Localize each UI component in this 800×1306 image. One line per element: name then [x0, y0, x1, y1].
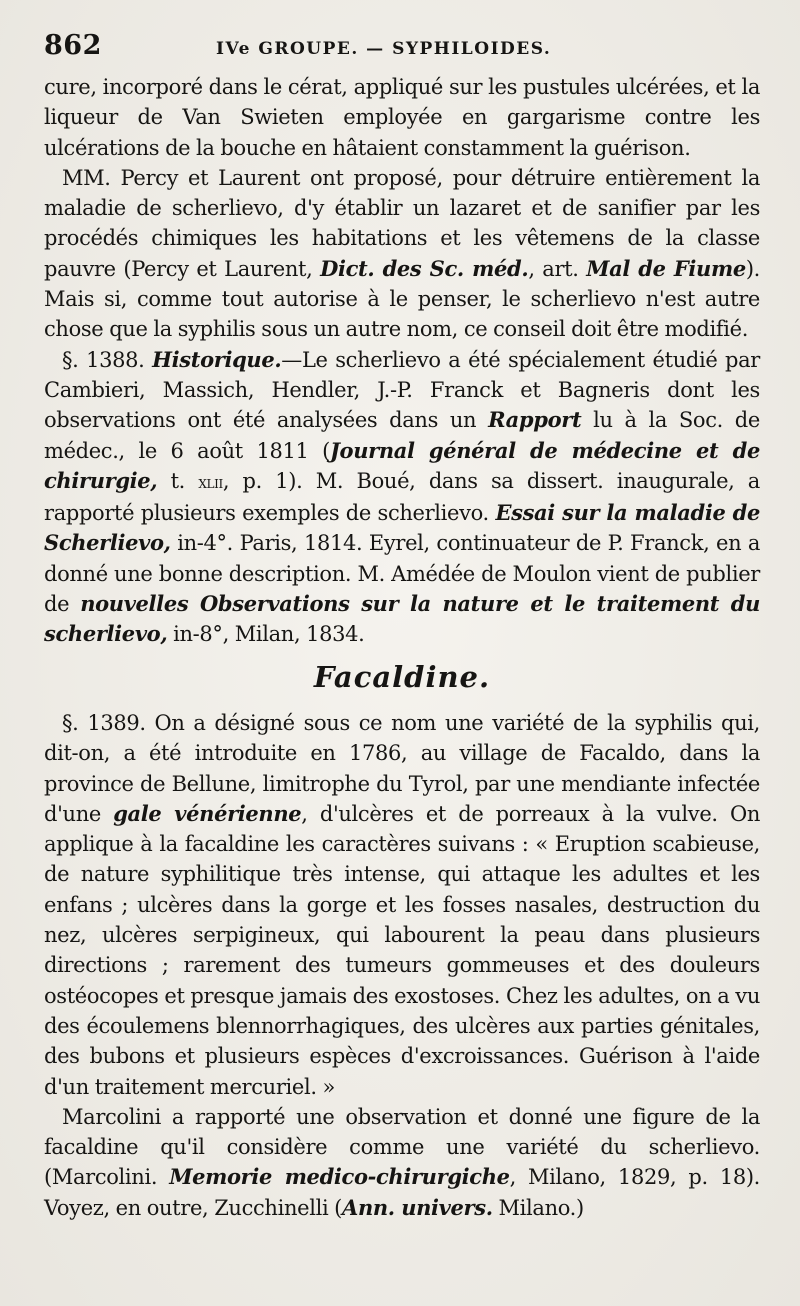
- text-run: §. 1389. On a désigné sous ce nom une variété de la syphilis qui, dit-on, a été introduite en 1786, au village de Facaldo, dans la province de Bellune, limitrophe du Tyrol, par une mendiante infectée d'une: [44, 710, 760, 826]
- section-number: §. 1388.: [62, 347, 153, 372]
- text-run: Milano.): [492, 1195, 584, 1220]
- text-run: t.: [157, 468, 199, 493]
- citation-italic: Journal général de médecine et de chirurgie,: [44, 437, 760, 493]
- text-run: in-8°, Milan, 1834.: [167, 622, 365, 647]
- text-run: —Le scherlievo a été spécialement étudié par Cambieri, Massich, Hendler, J.-P. Franck et Bagneris dont les observations ont été analysées dans un: [44, 347, 760, 433]
- text-run: lu à la Soc. de médec., le 6 août 1811 (: [44, 408, 760, 463]
- term-italic: gale vénérienne: [113, 800, 302, 826]
- paragraph-historique: [44, 345, 760, 650]
- volume-smallcaps: xlii: [198, 471, 223, 493]
- text-run: MM. Percy et Laurent ont proposé, pour détruire entièrement la maladie de scherlievo, d'y établir un lazaret et de sanifier par les procédés chimiques les habitations et les vêtemens de la classe pauvre (Percy et Laurent,: [44, 165, 760, 281]
- text-run: , d'ulcères et de porreaux à la vulve. On applique à la facaldine les caractères suivans : « Eruption scabieuse, de nature syphilitique très intense, qui attaque les adultes et les enfans ; ulcères dans la gorge et les fosses nasales, destruction du nez, ulcères serpigineux, qui labourent la peau dans plusieurs directions ; rarement des tumeurs gommeuses et des douleurs ostéocopes et presque jamais des exostoses. Chez les adultes, on a vu des écoulemens blennorrhagiques, des ulcères aux parties génitales, des bubons et plusieurs espèces d'excroissances. Guérison à l'aide d'un traitement mercuriel. »: [44, 801, 760, 1099]
- page-number: 862: [44, 30, 102, 61]
- citation-italic: nouvelles Observations sur la nature et le traitement du scherlievo,: [44, 591, 761, 647]
- paragraph-percy-laurent: [44, 163, 760, 345]
- citation-italic: Memorie medico-chirurgiche: [169, 1164, 510, 1190]
- citation-italic: Mal de Fiume: [586, 255, 746, 281]
- citation-italic: Dict. des Sc. méd.: [320, 255, 529, 281]
- citation-italic: Ann. univers.: [342, 1194, 493, 1220]
- text-run: , art.: [528, 256, 587, 281]
- section-label-italic: Historique.: [152, 346, 282, 372]
- text-run: , p. 1). M. Boué, dans sa dissert. inaugurale, a rapporté plusieurs exemples de scherlievo.: [44, 468, 760, 526]
- text-run: Marcolini a rapporté une observation et donné une figure de la facaldine qu'il considère comme une variété du scherlievo. (Marcolini.: [44, 1104, 760, 1190]
- text-run: , Milano, 1829, p. 18). Voyez, en outre, Zucchinelli (: [44, 1165, 761, 1220]
- text-run: in-4°. Paris, 1814. Eyrel, continuateur de P. Franck, en a donné une bonne description. M. Amédée de Moulon vient de publier de: [44, 531, 760, 617]
- paragraph-marcolini: [44, 1102, 760, 1223]
- text-run: ). Mais si, comme tout autorise à le penser, le scherlievo n'est autre chose que la syphilis sous un autre nom, ce conseil doit être modifié.: [44, 256, 760, 342]
- running-head: IVe GROUPE. — SYPHILOIDES.: [216, 39, 552, 59]
- paragraph-facaldine: [44, 708, 760, 1102]
- paragraph-continuation: cure, incorporé dans le cérat, appliqué sur les pustules ulcérées, et la liqueur de Van Swieten employée en gargarisme contre les ulcérations de la bouche en hâtaient constamment la guérison.: [44, 75, 760, 160]
- citation-italic: Rapport: [488, 407, 582, 433]
- section-heading: Facaldine.: [313, 659, 491, 694]
- body-text: [44, 72, 760, 1223]
- citation-italic: Essai sur la maladie de Scherlievo,: [44, 500, 760, 556]
- page-header: [44, 30, 760, 72]
